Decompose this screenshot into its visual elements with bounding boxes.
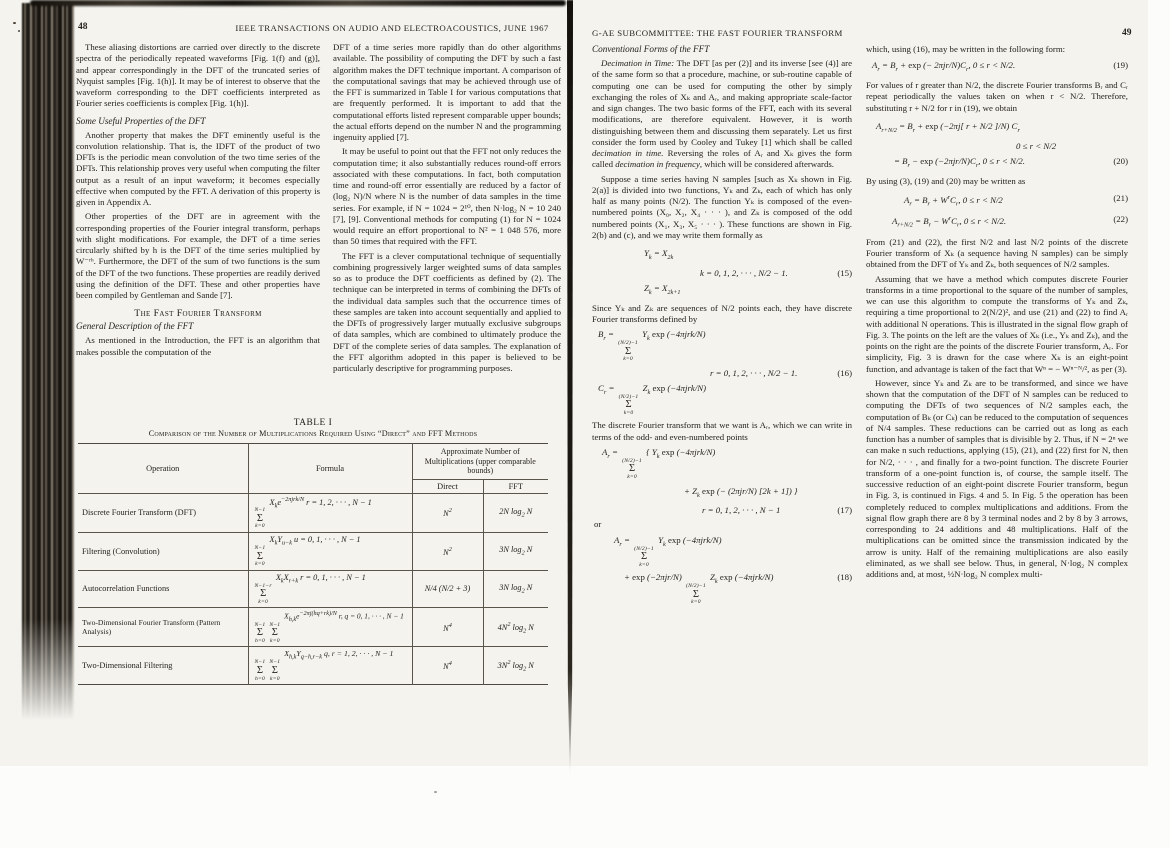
table-1-block — [78, 418, 548, 682]
table-row — [78, 570, 548, 608]
equation-text: $A_r = B_r + W^rC_r$, 0 ≤ r < N/2 — [904, 193, 1003, 208]
paragraph: which, using (16), may be written in the following form: — [866, 44, 1066, 54]
paragraph: For values of r greater than N/2, the discrete Fourier transforms Bᵣ and Cᵣ repeat periodically the values taken on when r < N/2. Therefore, substituting r + N/2 for r in (19), we obtain — [866, 80, 1128, 113]
or-connector: or — [594, 519, 602, 530]
italic-phrase: decimation in time. — [592, 148, 664, 158]
equation-number: (18) — [837, 572, 852, 583]
paragraph: The discrete Fourier transform that we want is Aᵣ, which we can write in terms of the odd- and even-numbered points — [592, 420, 852, 442]
section-heading: Conventional Forms of the FFT — [592, 44, 710, 54]
table-row — [78, 647, 548, 685]
paragraph: Since Yₖ and Zₖ are sequences of N/2 points each, they have discrete Fourier transforms defined by — [592, 302, 852, 324]
column-header-operation: Operation — [78, 444, 248, 494]
equation-text: k = 0, 1, 2, · · · , N/2 − 1. — [700, 267, 788, 278]
cell-fft: 3N $\log_2 N$ — [483, 570, 548, 608]
cell-operation: Two-Dimensional Filtering — [82, 661, 173, 671]
paragraph: Other properties of the DFT are in agreement with the corresponding properties of the Fourier integral transform, perhaps with slight modifications. For example, the DFT of a time series circularly shifted by h is the DFT of the time series multiplied by W⁻ʳʰ. Furthermore, the DFT of the sum of two functions is the sum of the DFT of the two functions. These properties are readily derived using the definition of the DFT. These and other properties have been compiled by Gentleman and Sande [7]. — [76, 211, 320, 300]
section-heading-smallcaps: The Fast Fourier Transform — [134, 308, 262, 320]
cell-operation: Discrete Fourier Transform (DFT) — [78, 493, 248, 532]
cell-fft: $4N^2$ $\log_2 N$ — [483, 608, 548, 647]
equation-16-condition — [710, 367, 852, 379]
scan-speck — [434, 791, 437, 793]
cell-formula: N−1 Σ k=0 $X_ke^{-2\pi jrk/N}$ r = 1, 2, · · · , N − 1 — [248, 493, 412, 532]
cell-operation: Two-Dimensional Fourier Transform (Pattern Analysis) — [78, 608, 248, 647]
equation-15-line2: $Z_k = X_{2k+1}$ — [644, 282, 681, 296]
equation-16-line2: $C_r$ = (N/2)−1 Σ k=0 $Z_k$ exp (−4πjrk/N) — [598, 382, 707, 416]
right-page-column-1 — [592, 44, 852, 684]
equation-text: r = 0, 1, 2, · · · , N − 1 — [702, 505, 781, 516]
equation-19 — [866, 59, 1128, 76]
equation-text: = $B_r - \exp (-2\pi jr/N)C_r$, 0 ≤ r < N/2. — [894, 155, 1025, 169]
table-row — [78, 532, 548, 570]
paragraph-text: Reversing the roles of Aᵣ and Xₖ gives the form called — [592, 148, 852, 170]
equation-number: (22) — [1113, 214, 1128, 225]
paragraph: From (21) and (22), the first N/2 and last N/2 points of the discrete Fourier transform of Xₖ (a sequence having N samples) can be simply obtained from the DFT of Yₖ and Zₖ, both sequences of N/2 samples. — [866, 236, 1128, 270]
page-gutter-shadow — [564, 0, 576, 778]
scan-top-shadow — [30, 0, 566, 6]
equation-number: (19) — [1113, 60, 1128, 71]
equation-16-line1: $B_r$ = (N/2)−1 Σ k=0 $Y_k$ exp (−4πjrk/N) — [598, 329, 706, 363]
table-title: TABLE I — [293, 418, 333, 428]
equation-text: r = 0, 1, 2, · · · , N/2 − 1. — [710, 367, 798, 378]
paragraph: However, since Yₖ and Zₖ are to be transformed, and since we have shown that the computation of the DFT of N samples can be reduced to computing the DFTs of two sequences of N/2 samples each, the computation of Bₖ (or Cₖ) can be reduced to the computation of sequences of N/4 samples. These reductions can be carried out as long as each function has a number of samples that is divisible by 2. Thus, if N = 2ⁿ we can make n such reductions, applying (15), (21), and (22) first for N, then for N/2, · · · , and finally for a two-point function. The discrete Fourier transform of a one-point function is, of course, the sample itself. The successive reduction of an eight-point discrete Fourier transform, begun in Fig. 3, is continued in Figs. 4 and 5. In Fig. 5 the operation has been completely reduced to complex multiplications and additions. From the signal flow graph there are 8 by 3 terminal nodes and 2 by 8 by 3 arrows, corresponding to 24 additions and 48 multiplications. Half of the multiplications can be omitted since the transmission indicated by the arrow is unity. Half of the remaining multiplications are also easily eliminated, as we shall see below. Thus, in general, N·log₂ N complex additions and, at most, ½N·log₂ N complex multi- — [866, 377, 1128, 580]
scan-speck — [13, 22, 16, 24]
equation-18-line1: $A_r$ = (N/2)−1 Σ k=0 $Y_k$ exp (−4πjrk/N) — [614, 534, 722, 568]
cell-direct: N/4 (N/2 + 3) — [412, 570, 483, 608]
cell-direct: $N^4$ — [412, 608, 483, 647]
paragraph: It may be useful to point out that the FFT not only reduces the computation time; it also substantially reduces round-off errors associated with these computations. In fact, both computation time and round-off error essentially are reduced by a factor of (log₂ N)/N where N is the number of data samples in the time series. For example, if N = 1024 = 2¹⁰, then N·log₂ N = 10 240 [7], [9]. Conventional methods for computing (1) for N = 1024 would require an effort proportional to N² = 1 048 576, more than 50 times that required with the FFT. — [333, 146, 561, 247]
column-header-approx: Approximate Number of Multiplications (upper comparable bounds) — [412, 444, 548, 480]
equation-20-condition1: 0 ≤ r < N/2 — [1016, 140, 1057, 151]
equation-18-line2 — [592, 572, 852, 606]
paragraph: Another property that makes the DFT eminently useful is the convolution relationship. That is, the IDFT of the product of two DFTs is the periodic mean convolution of the two time series of the DFTs. This relationship proves very useful when computing the filter output as a result of an input waveform; it becomes especially effective when computed by the FFT. A derivation of this property is given in Appendix A. — [76, 129, 320, 207]
left-page-column-2 — [333, 42, 561, 418]
paragraph: Assuming that we have a method which computes discrete Fourier transforms in a time proportional to the square of the number of samples, we can use this algorithm to compute the transforms of Yₖ and Zₖ, requiring a time proportional to 2(N/2)², and use (21) and (22) to find Aᵣ with additional N operations. This is illustrated in the signal flow graph of Fig. 3. The points on the left are the values of Xₖ (i.e., Yₖ and Zₖ), and the points on the right are the points of the discrete Fourier transform, Aᵣ. For simplicity, Fig. 3 is drawn for the case where Xₖ is an eight-point function, and advantage is taken of the fact that Wⁿ = − Wⁿ⁻ᴺ/², as per (3). — [866, 273, 1128, 374]
paragraph: DFT of a time series more rapidly than do other algorithms available. The possibility of computing the DFT by such a fast algorithm makes the DFT technique important. A comparison of the computational savings that may be achieved through use of the FFT is summarized in Table I for various computations that are frequently performed. It is important to add that the computational efforts listed represent comparable upper bounds; the actual efforts depend on the number N and the programming ingenuity applied [7]. — [333, 42, 561, 142]
cell-fft: $3N^2$ $\log_2 N$ — [483, 647, 548, 685]
equation-21 — [866, 192, 1128, 211]
page-number: 49 — [1122, 28, 1132, 38]
paragraph — [592, 58, 852, 171]
equation-number: (20) — [1113, 155, 1128, 166]
equation-17-line2: + $Z_k$ exp (− (2πjr/N) [2k + 1]) } — [684, 485, 798, 499]
column-header-fft: FFT — [483, 479, 548, 493]
cell-formula: N−1 Σ k=0 $X_kY_{u-k}$ u = 0, 1, · · · , N − 1 — [248, 532, 412, 570]
equation-number: (17) — [837, 505, 852, 516]
table-header-row — [78, 444, 548, 480]
equation-20-line2 — [866, 155, 1128, 172]
paragraph-text: , which will be considered afterwards. — [699, 159, 834, 170]
cell-formula: N−1 Σ h=0 N−1 Σ k=0 $X_{h,k}Y_{q-h,r-k}$ q, r = 1, 2, · · · , N − 1 — [248, 647, 412, 685]
page-number: 48 — [78, 22, 88, 32]
cell-fft: 3N $\log_2 N$ — [483, 532, 548, 570]
column-header-direct: Direct — [412, 479, 483, 493]
paragraph: Suppose a time series having N samples [such as Xₖ shown in Fig. 2(a)] is divided into two functions, Yₖ and Zₖ, each of which has only half as many points (N/2). The function Yₖ is composed of the even-numbered points (X₀, X₂, X₄ · · · ), and Zₖ is composed of the odd numbered points (X₁, X₃, X₅ · · · ). These functions are shown in Fig. 2(b) and (c), and we may write them formally as — [592, 173, 852, 240]
equation-number: (21) — [1113, 192, 1128, 203]
italic-phrase: decimation in frequency — [615, 159, 700, 170]
paragraph: These aliasing distortions are carried over directly to the discrete spectra of the periodically repeated waveforms [Fig. 1(f) and (g)], and appear correspondingly in the DFT of the truncated series of Nyquist samples [Fig. 1(h)]. It may be of interest to observe that the waveform corresponding to the DFT coefficients interpreted as Fourier series coefficients is complex [Fig. 1(h)]. — [76, 42, 320, 109]
equation-20-line1: $A_{r+N/2} = B_r + \exp (-2\pi j$[ r + N/2 ]/N) $C_r$ — [876, 120, 1020, 134]
equation-15-line1: $Y_k = X_{2k}$ — [644, 248, 674, 261]
run-in-heading: Decimation in Time: — [601, 58, 675, 68]
equation-17-line1: $A_r$ = (N/2)−1 Σ k=0 { $Y_k$ exp (−4πjrk/N) — [602, 446, 716, 480]
book-binding-edge — [22, 3, 74, 719]
paragraph: As mentioned in the Introduction, the FFT is an algorithm that makes possible the computation of the — [76, 335, 320, 357]
equation-22 — [866, 213, 1128, 232]
paragraph: By using (3), (19) and (20) may be written as — [866, 176, 1026, 187]
scan-speck — [18, 30, 20, 32]
paragraph: The FFT is a clever computational technique of sequentially combining progressively larger weighted sums of data samples so as to produce the DFT coefficients as defined by (2). The technique can be interpreted in terms of combining the DFTs of the individual data samples such that the occurrence times of these samples are taken into account sequentially and applied to the DFTs of progressively larger mutually exclusive subgroups of data samples, which are combined to ultimately produce the DFT of the complete series of data samples. The explanation of the FFT algorithm adopted in this paper is believed to be particularly descriptive for programming purposes. — [333, 250, 561, 373]
cell-formula: N−1−r Σ k=0 $X_kX_{r+k}$ r = 0, 1, · · · , N − 1 — [248, 570, 412, 608]
cell-fft: 2N $\log_2 N$ — [483, 493, 548, 532]
left-page-column-1 — [76, 42, 320, 424]
comparison-table — [78, 443, 548, 685]
cell-direct: $N^2$ — [412, 493, 483, 532]
cell-formula: N−1 Σ h=0 N−1 Σ k=0 $X_{h,k}e^{-2\pi j(hq+rk)/N}$ r, q = 0, 1, · · · , N − 1 — [248, 608, 412, 647]
equation-text: + exp (−2πjr/N) (N/2)−1 Σ k=0 $Z_k$ exp (−4πjrk/N) — [624, 572, 774, 606]
running-head: IEEE TRANSACTIONS ON AUDIO AND ELECTROACOUSTICS, JUNE 1967 — [235, 23, 549, 33]
cell-direct: $N^4$ — [412, 647, 483, 685]
equation-number: (16) — [837, 367, 852, 378]
cell-operation: Filtering (Convolution) — [78, 532, 248, 570]
equation-number: (15) — [837, 267, 852, 278]
paragraph-text: The DFT [as per (2)] and its inverse [see (4)] are of the same form so that a procedure, machine, or sub-routine capable of computing one can be used for computing the other by simply exchanging the roles of Xₖ and Aᵣ, and making appropriate scale-factor and sign changes. The two basic forms of the FFT, each with its several modifications, are therefore equivalent. However, it is worth distinguishing between them and discussing them separately. Let us first consider the form used by Cooley and Tukey [1] which shall be called — [592, 58, 852, 147]
table-caption: Comparison of the Number of Multiplications Required Using “Direct” and FFT Methods — [148, 429, 478, 438]
table-row — [78, 493, 548, 532]
equation-text: $A_{r+N/2} = B_r - W^rC_r$, 0 ≤ r < N/2. — [892, 215, 1007, 229]
equation-17-condition — [702, 504, 852, 516]
section-heading: Some Useful Properties of the DFT — [76, 115, 206, 126]
column-header-formula: Formula — [248, 444, 412, 494]
table-row — [78, 608, 548, 647]
cell-operation: Autocorrelation Functions — [78, 570, 248, 608]
right-page-column-2 — [866, 44, 1128, 750]
cell-direct: $N^2$ — [412, 532, 483, 570]
subsection-heading: General Description of the FFT — [76, 321, 194, 332]
running-head: G-AE SUBCOMMITTEE: THE FAST FOURIER TRANSFORM — [592, 28, 843, 38]
equation-text: $A_r = B_r + \exp$ (− $2\pi jr/N)C_r$, 0 ≤ r < N/2. — [872, 60, 1016, 73]
equation-15-condition — [700, 267, 852, 279]
